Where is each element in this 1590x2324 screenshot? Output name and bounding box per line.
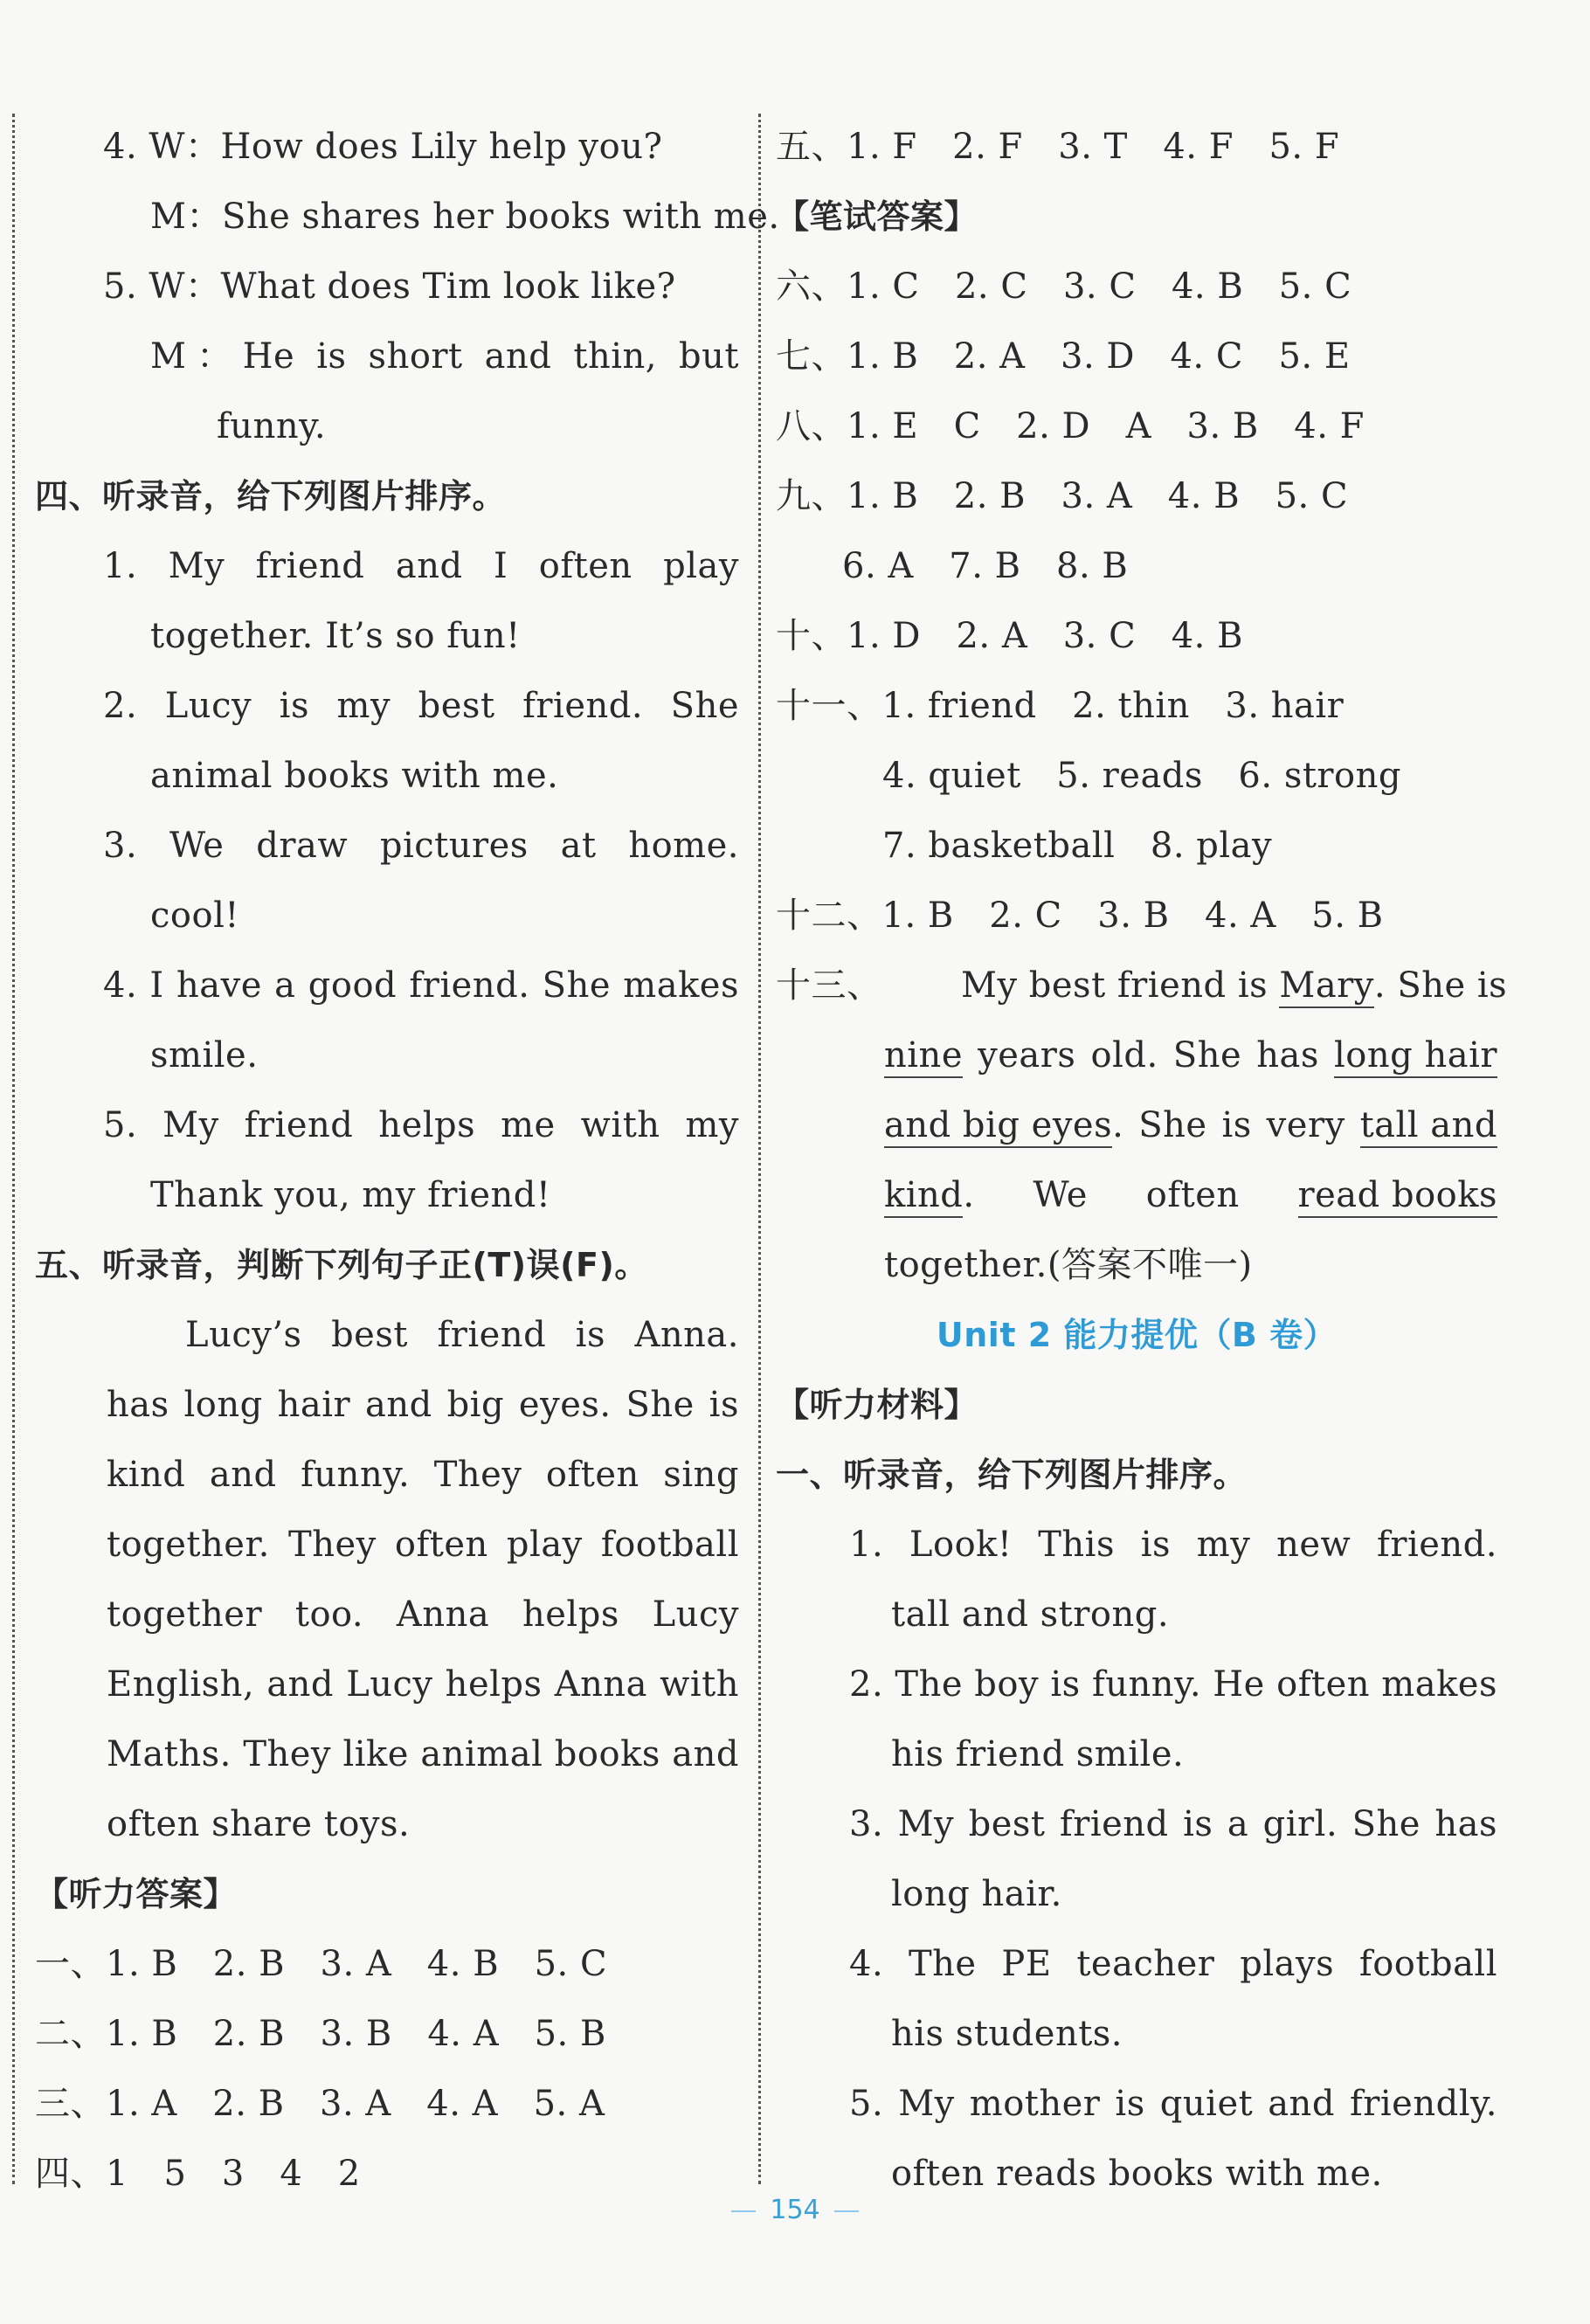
dialog-5-m1: M：He is short and thin, but xyxy=(150,336,739,377)
answer-13-text: . She is very xyxy=(1112,1105,1360,1145)
section-4-heading: 四、听录音，给下列图片排序。 xyxy=(35,477,507,515)
answer-13-blank-trait-2: kind xyxy=(884,1174,963,1218)
page-number-text: 154 xyxy=(770,2195,820,2225)
section-5-heading: 五、听录音，判断下列句子正(T)误(F)。 xyxy=(35,1246,648,1284)
answer-13-blank-hair: long hair xyxy=(1334,1034,1497,1078)
s1-line-3: 2. The boy is funny. He often makes xyxy=(849,1664,1497,1705)
listening-answer-row-1: 一、1. B 2. B 3. A 4. B 5. C xyxy=(35,1944,608,1984)
answer-13-line-5: together.(答案不唯一) xyxy=(884,1245,1253,1285)
answer-row-10: 十、1. D 2. A 3. C 4. B xyxy=(776,616,1243,656)
left-margin-dotted-line xyxy=(12,114,15,2184)
listening-material-heading: 【听力材料】 xyxy=(776,1386,978,1424)
listening-answer-row-3: 三、1. A 2. B 3. A 4. A 5. A xyxy=(35,2084,605,2124)
s4-line-5: 3. We draw pictures at home. xyxy=(103,826,739,866)
answer-13-blank-activity: read books xyxy=(1298,1174,1498,1218)
s5-para-1: Lucy’s best friend is Anna. xyxy=(185,1315,739,1355)
answer-row-8: 八、1. E C 2. D A 3. B 4. F xyxy=(776,406,1365,446)
answer-row-9-cont: 6. A 7. B 8. B xyxy=(842,546,1129,586)
s4-line-6: cool! xyxy=(150,896,239,936)
s1-line-7: 4. The PE teacher plays football xyxy=(849,1944,1497,1984)
listening-answer-row-4: 四、1 5 3 4 2 xyxy=(35,2154,361,2194)
s4-line-7: 4. I have a good friend. She makes xyxy=(103,965,739,1006)
dialog-5-m2: funny. xyxy=(217,406,327,446)
s1-line-6: long hair. xyxy=(891,1874,1062,1914)
answer-13-line-2 xyxy=(776,1020,1497,1090)
answer-13-text: . We often xyxy=(963,1175,1298,1215)
answer-row-5: 五、1. F 2. F 3. T 4. F 5. F xyxy=(776,127,1340,167)
answer-13-line-4 xyxy=(776,1160,1497,1230)
page-number xyxy=(0,2195,1590,2225)
dialog-5-w: 5. W：What does Tim look like? xyxy=(103,266,676,307)
answer-row-12: 十二、1. B 2. C 3. B 4. A 5. B xyxy=(776,896,1384,936)
answer-row-11-cont-1: 4. quiet 5. reads 6. strong xyxy=(882,756,1401,796)
s1-line-10: often reads books with me. xyxy=(891,2154,1383,2194)
answer-13-line-3 xyxy=(776,1090,1497,1160)
s5-para-5: together too. Anna helps Lucy xyxy=(107,1594,739,1635)
s1-line-4: his friend smile. xyxy=(891,1734,1185,1774)
listening-answer-row-2: 二、1. B 2. B 3. B 4. A 5. B xyxy=(35,2014,606,2054)
s4-line-1: 1. My friend and I often play xyxy=(103,546,739,586)
answer-13-text: My best friend is xyxy=(961,965,1280,1006)
answer-13-blank-name: Mary xyxy=(1279,965,1374,1008)
dialog-4-m: M：She shares her books with me. xyxy=(150,197,780,237)
listening-answers-heading: 【听力答案】 xyxy=(35,1875,238,1913)
left-column xyxy=(35,112,780,2209)
answer-13-blank-eyes: and big eyes xyxy=(884,1104,1112,1148)
s1-line-2: tall and strong. xyxy=(891,1594,1170,1635)
s5-para-4: together. They often play football xyxy=(107,1525,739,1565)
answer-13-line-1 xyxy=(776,951,1508,1020)
s5-para-8: often share toys. xyxy=(107,1804,411,1844)
answer-13-label: 十三、 xyxy=(776,965,882,1006)
s1-line-5: 3. My best friend is a girl. She has xyxy=(849,1804,1497,1844)
answer-13-text: years old. She has xyxy=(963,1035,1335,1076)
unit-title: Unit 2 能力提优（B 卷） xyxy=(936,1316,1338,1354)
s1-line-1: 1. Look! This is my new friend. xyxy=(849,1525,1497,1565)
s4-line-8: smile. xyxy=(150,1035,259,1076)
answer-row-11-cont-2: 7. basketball 8. play xyxy=(882,826,1273,866)
s4-line-4: animal books with me. xyxy=(150,756,559,796)
answer-row-6: 六、1. C 2. C 3. C 4. B 5. C xyxy=(776,266,1352,307)
answer-row-9: 九、1. B 2. B 3. A 4. B 5. C xyxy=(776,476,1349,516)
written-answers-heading: 【笔试答案】 xyxy=(776,197,978,236)
answer-13-blank-trait-1: tall and xyxy=(1360,1104,1497,1148)
s5-para-2: has long hair and big eyes. She is xyxy=(107,1385,739,1425)
page-number-dash-right xyxy=(834,2210,859,2212)
s5-para-7: Maths. They like animal books and xyxy=(107,1734,739,1774)
page-number-dash-left xyxy=(731,2210,756,2212)
s4-line-3: 2. Lucy is my best friend. She xyxy=(103,686,739,726)
s5-para-3: kind and funny. They often sing xyxy=(107,1455,739,1495)
right-column xyxy=(776,112,1508,2209)
s5-para-6: English, and Lucy helps Anna with xyxy=(107,1664,739,1705)
dialog-4-w: 4. W：How does Lily help you? xyxy=(103,127,663,167)
column-divider-dotted-line xyxy=(758,114,761,2184)
s1-line-8: his students. xyxy=(891,2014,1123,2054)
s4-line-9: 5. My friend helps me with my xyxy=(103,1105,739,1145)
s1-line-9: 5. My mother is quiet and friendly. xyxy=(849,2084,1497,2124)
answer-13-text: . She is xyxy=(1373,965,1508,1006)
answer-row-11: 十一、1. friend 2. thin 3. hair xyxy=(776,686,1345,726)
answer-row-7: 七、1. B 2. A 3. D 4. C 5. E xyxy=(776,336,1351,377)
answer-13-blank-age: nine xyxy=(884,1034,963,1078)
s4-line-10: Thank you, my friend! xyxy=(150,1175,551,1215)
s4-line-2: together. It’s so fun! xyxy=(150,616,521,656)
section-1-heading: 一、听录音，给下列图片排序。 xyxy=(776,1456,1248,1494)
